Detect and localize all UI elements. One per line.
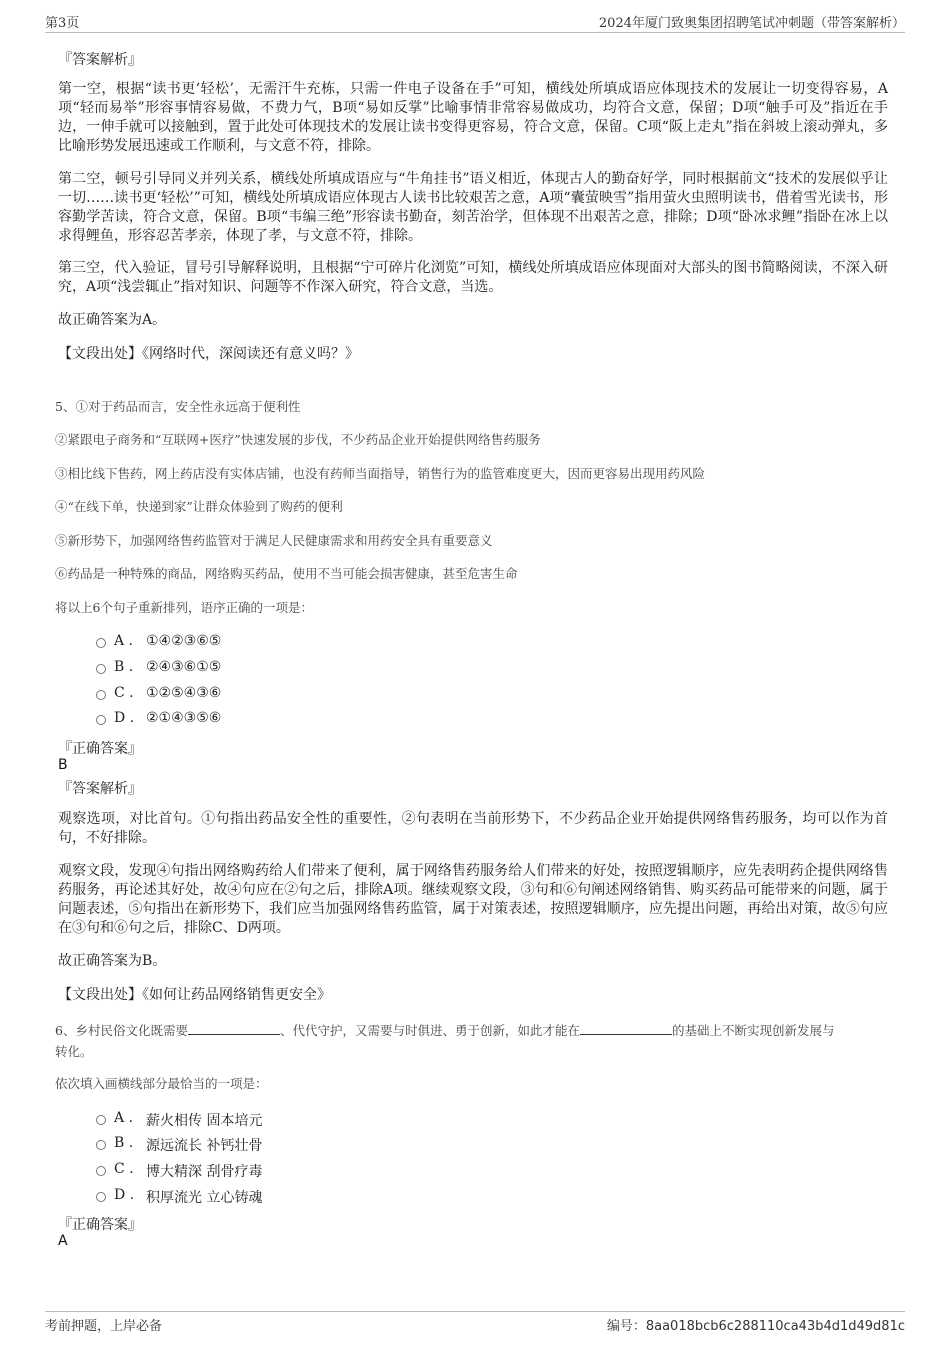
q5-sentence-2: ②紧跟电子商务和“互联网+医疗”快速发展的步伐，不少药品企业开始提供网络售药服务 [55,432,541,447]
q6-correct-answer: A [58,1233,68,1249]
radio-icon[interactable] [96,664,106,674]
document-code: 编号：8aa018bcb6c288110ca43b4d1d49d81c [606,1319,905,1334]
q5-sentence-4: ④“在线下单，快递到家”让群众体验到了购药的便利 [55,499,343,514]
radio-icon[interactable] [96,715,106,725]
q6-blank-2 [580,1022,672,1035]
q5-sentence-6: ⑥药品是一种特殊的商品，网络购买药品，使用不当可能会损害健康，甚至危害生命 [55,566,518,581]
q5-source: 【文段出处】《如何让药品网络销售更安全》 [58,987,331,1003]
radio-icon[interactable] [96,690,106,700]
q4-analysis-para-2: 第二空，顿号引导同义并列关系，横线处所填成语应与“牛角挂书”语义相近，体现古人的勤奋好学，同时根据前文“技术的发展似乎让一切……读书更‘轻松’”可知，横线处所填成语应体现古人读书比较艰苦之意，A项“囊萤映雪”指用萤火虫照明读书，借着雪光读书，形容勤学苦读，符合文意，保留。B项“韦编三绝”形容读书勤奋，刻苦治学，但体现不出艰苦之意，排除；D项“卧冰求鲤”指卧在冰上以求得鲤鱼，形容忍苦孝亲，体现了孝，与文意不符，排除。 [58,171,888,244]
q5-conclusion: 故正确答案为B。 [58,953,167,969]
q4-analysis-para-3: 第三空，代入验证，冒号引导解释说明，且根据“宁可碎片化浏览”可知，横线处所填成语应体现面对大部头的图书简略阅读，不深入研究，A项“浅尝辄止”指对知识、问题等不作深入研究，符合文意，当选。 [58,260,888,295]
q4-analysis-label: 『答案解析』 [58,52,142,68]
q6-prompt: 依次填入画横线部分最恰当的一项是： [55,1076,268,1091]
radio-icon[interactable] [96,1140,106,1150]
radio-icon[interactable] [96,638,106,648]
radio-icon[interactable] [96,1115,106,1125]
page-number: 第3页 [45,16,80,31]
q5-analysis-label: 『答案解析』 [58,781,142,797]
document-title: 2024年厦门致奥集团招聘笔试冲刺题（带答案解析） [598,16,905,31]
q6-stem: 6、乡村民俗文化既需要 、代代守护，又需要与时俱进、勇于创新，如此才能在 的基础上不断实现创新发展与 转化。 [55,1023,835,1059]
page-footer [45,1311,905,1336]
q5-prompt: 将以上6个句子重新排列，语序正确的一项是： [55,600,313,615]
q5-correct-label: 『正确答案』 [58,741,142,757]
radio-icon[interactable] [96,1192,106,1202]
q4-source: 【文段出处】《网络时代，深阅读还有意义吗？》 [58,346,359,362]
q4-conclusion: 故正确答案为A。 [58,312,167,328]
q5-sentence-3: ③相比线下售药，网上药店没有实体店铺，也没有药师当面指导，销售行为的监管难度更大，因而更容易出现用药风险 [55,466,706,481]
footer-slogan: 考前押题，上岸必备 [45,1319,163,1334]
q4-analysis-para-1: 第一空，根据“读书更‘轻松’，无需汗牛充栋，只需一件电子设备在手”可知，横线处所填成语应体现技术的发展让一切变得容易，A项“轻而易举”形容事情容易做，不费力气，B项“易如反掌”比喻事情非常容易做成功，均符合文意，保留；D项“触手可及”指近在手边，一伸手就可以接触到，置于此处可体现技术的发展让读书变得更容易，符合文意，保留。C项“阪上走丸”指在斜坡上滚动弹丸，多比喻形势发展迅速或工作顺利，与文意不符，排除。 [58,81,888,154]
q6-correct-label: 『正确答案』 [58,1217,142,1233]
q5-correct-answer: B [58,757,68,773]
q5-sentence-5: ⑤新形势下，加强网络售药监管对于满足人民健康需求和用药安全具有重要意义 [55,533,493,548]
q6-blank-1 [188,1022,280,1035]
page-header [45,10,905,33]
q5-analysis-para-1: 观察选项，对比首句。①句指出药品安全性的重要性，②句表明在当前形势下，不少药品企业开始提供网络售药服务，均可以作为首句，不好排除。 [58,811,888,846]
radio-icon[interactable] [96,1166,106,1176]
q5-sentence-1: 5、①对于药品而言，安全性永远高于便利性 [55,399,301,414]
q5-analysis-para-2: 观察文段，发现④句指出网络购药给人们带来了便利，属于网络售药服务给人们带来的好处，按照逻辑顺序，应先表明药企提供网络售药服务，再论述其好处，故④句应在②句之后，排除A项。继续观察文段，③句和⑥句阐述网络销售、购买药品可能带来的问题，属于问题表述，⑤句指出在新形势下，我们应当加强网络售药监管，属于对策表述，按照逻辑顺序，应先提出问题，再给出对策，故⑤句应在③句和⑥句之后，排除C、D两项。 [58,863,888,936]
